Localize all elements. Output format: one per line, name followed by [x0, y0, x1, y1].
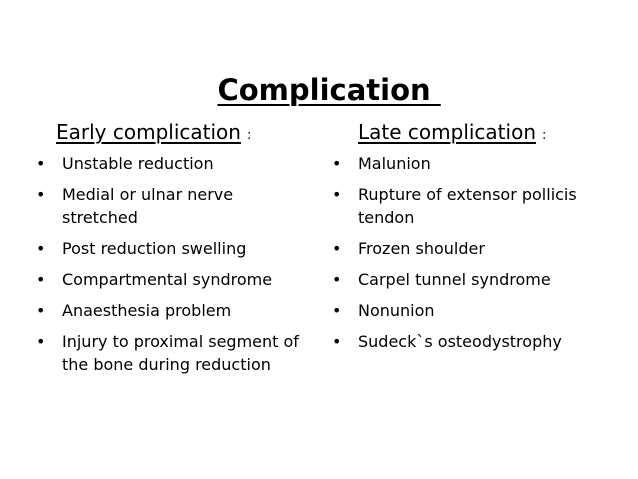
- list-item: [36, 183, 306, 229]
- list-item: [332, 237, 622, 260]
- list-item-text: Unstable reduction: [62, 154, 214, 173]
- list-item-text: Carpel tunnel syndrome: [358, 270, 551, 289]
- list-item-text: Anaesthesia problem: [62, 301, 232, 320]
- bullet-icon: •: [332, 270, 342, 289]
- list-item-text: Post reduction swelling: [62, 239, 247, 258]
- list-item-text: Malunion: [358, 154, 431, 173]
- bullet-icon: •: [332, 239, 342, 258]
- list-item-text: Compartmental syndrome: [62, 270, 273, 289]
- list-item: [36, 237, 306, 260]
- list-item-text: Medial or ulnar nerve stretched: [62, 185, 234, 227]
- early-complication-column: [36, 118, 306, 384]
- bullet-icon: •: [36, 332, 46, 351]
- slide-title-text: Complication: [217, 73, 441, 107]
- early-complication-list: [36, 152, 306, 376]
- list-item: [332, 299, 622, 322]
- early-complication-heading: [36, 118, 306, 152]
- list-item: [36, 330, 306, 376]
- bullet-icon: •: [36, 239, 46, 258]
- bullet-icon: •: [332, 332, 342, 351]
- late-heading-colon: :: [542, 128, 547, 143]
- list-item: [36, 152, 306, 175]
- bullet-icon: •: [332, 301, 342, 320]
- bullet-icon: •: [332, 185, 342, 204]
- bullet-icon: •: [36, 270, 46, 289]
- bullet-icon: •: [36, 154, 46, 173]
- list-item-text: Frozen shoulder: [358, 239, 485, 258]
- early-heading-colon: :: [246, 128, 252, 143]
- list-item-text: Sudeck`s osteodystrophy: [358, 332, 562, 351]
- list-item: [36, 268, 306, 291]
- list-item-text: Nonunion: [358, 301, 435, 320]
- list-item: [332, 330, 622, 353]
- early-heading-text: Early complication: [56, 120, 241, 144]
- late-complication-heading: [332, 118, 622, 152]
- bullet-icon: •: [36, 301, 46, 320]
- late-complication-list: [332, 152, 622, 353]
- list-item: [332, 183, 622, 229]
- list-item: [332, 268, 622, 291]
- bullet-icon: •: [36, 185, 46, 204]
- list-item-text: Rupture of extensor pollicis tendon: [358, 185, 577, 227]
- late-heading-text: Late complication: [358, 120, 536, 144]
- bullet-icon: •: [332, 154, 342, 173]
- late-complication-column: [332, 118, 622, 361]
- slide-title: [0, 36, 638, 108]
- list-item-text: Injury to proximal segment of the bone during reduction: [62, 332, 299, 374]
- list-item: [36, 299, 306, 322]
- list-item: [332, 152, 622, 175]
